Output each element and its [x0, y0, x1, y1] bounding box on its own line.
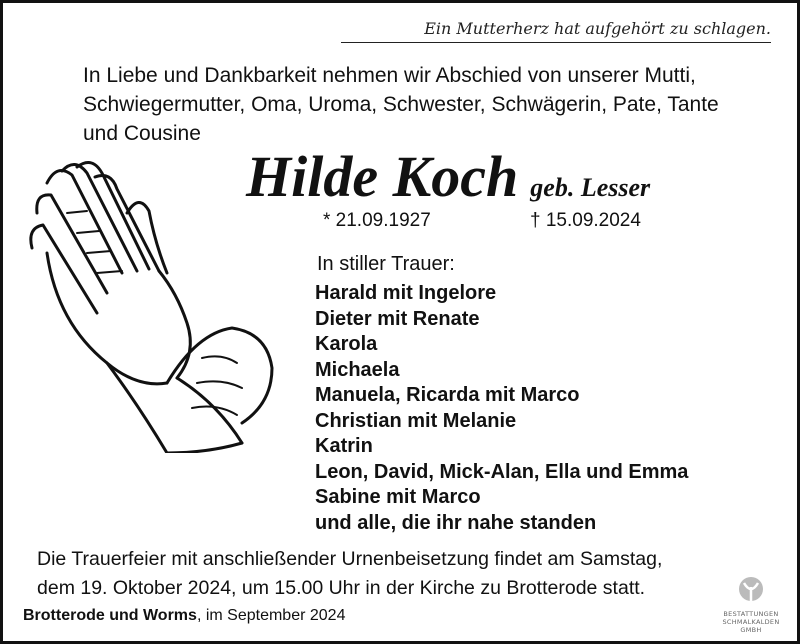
logo-line: GMBH [740, 626, 762, 634]
motto: Ein Mutterherz hat aufgehört zu schlagen. [341, 19, 771, 43]
list-item: Manuela, Ricarda mit Marco [315, 384, 580, 406]
service-line: dem 19. Oktober 2024, um 15.00 Uhr in der Kirche zu Brotterode statt. [37, 577, 646, 599]
deceased-name-row [246, 143, 650, 210]
footer-place: Brotterode und Worms [23, 607, 197, 624]
logo-line: SCHMALKALDEN [722, 618, 780, 626]
list-item: Dieter mit Renate [315, 307, 480, 330]
praying-hands-icon [27, 153, 277, 453]
mourners-list [315, 281, 688, 536]
death-date: † 15.09.2024 [530, 210, 641, 231]
footer-signature [23, 607, 345, 625]
list-item: Sabine mit Marco [315, 486, 481, 508]
footer-date: , im September 2024 [196, 607, 346, 624]
intro-line: Schwiegermutter, Oma, Uroma, Schwester, Schwägerin, Pate, Tante [83, 93, 719, 116]
list-item: Christian mit Melanie [315, 409, 517, 432]
list-item: Harald mit Ingelore [315, 282, 497, 304]
service-line: Die Trauerfeier mit anschließender Urnenbeisetzung findet am Samstag, [37, 548, 663, 570]
list-item: und alle, die ihr nahe standen [315, 511, 597, 534]
logo-emblem-icon [735, 575, 767, 605]
logo-line: BESTATTUNGEN [723, 610, 779, 618]
deceased-name: Hilde Koch [246, 144, 519, 209]
list-item: Karola [315, 333, 378, 355]
list-item: Michaela [315, 358, 400, 381]
intro-line: und Cousine [83, 122, 201, 145]
list-item: Leon, David, Mick-Alan, Ella und Emma [315, 460, 689, 483]
birth-date: * 21.09.1927 [323, 210, 431, 231]
intro-line: In Liebe und Dankbarkeit nehmen wir Abschied von unserer Mutti, [83, 64, 696, 87]
mourning-intro: In stiller Trauer: [317, 253, 455, 275]
intro-text [83, 61, 773, 148]
maiden-name: geb. Lesser [530, 173, 651, 202]
funeral-home-logo [721, 575, 781, 634]
service-info [37, 545, 757, 603]
list-item: Katrin [315, 435, 373, 457]
